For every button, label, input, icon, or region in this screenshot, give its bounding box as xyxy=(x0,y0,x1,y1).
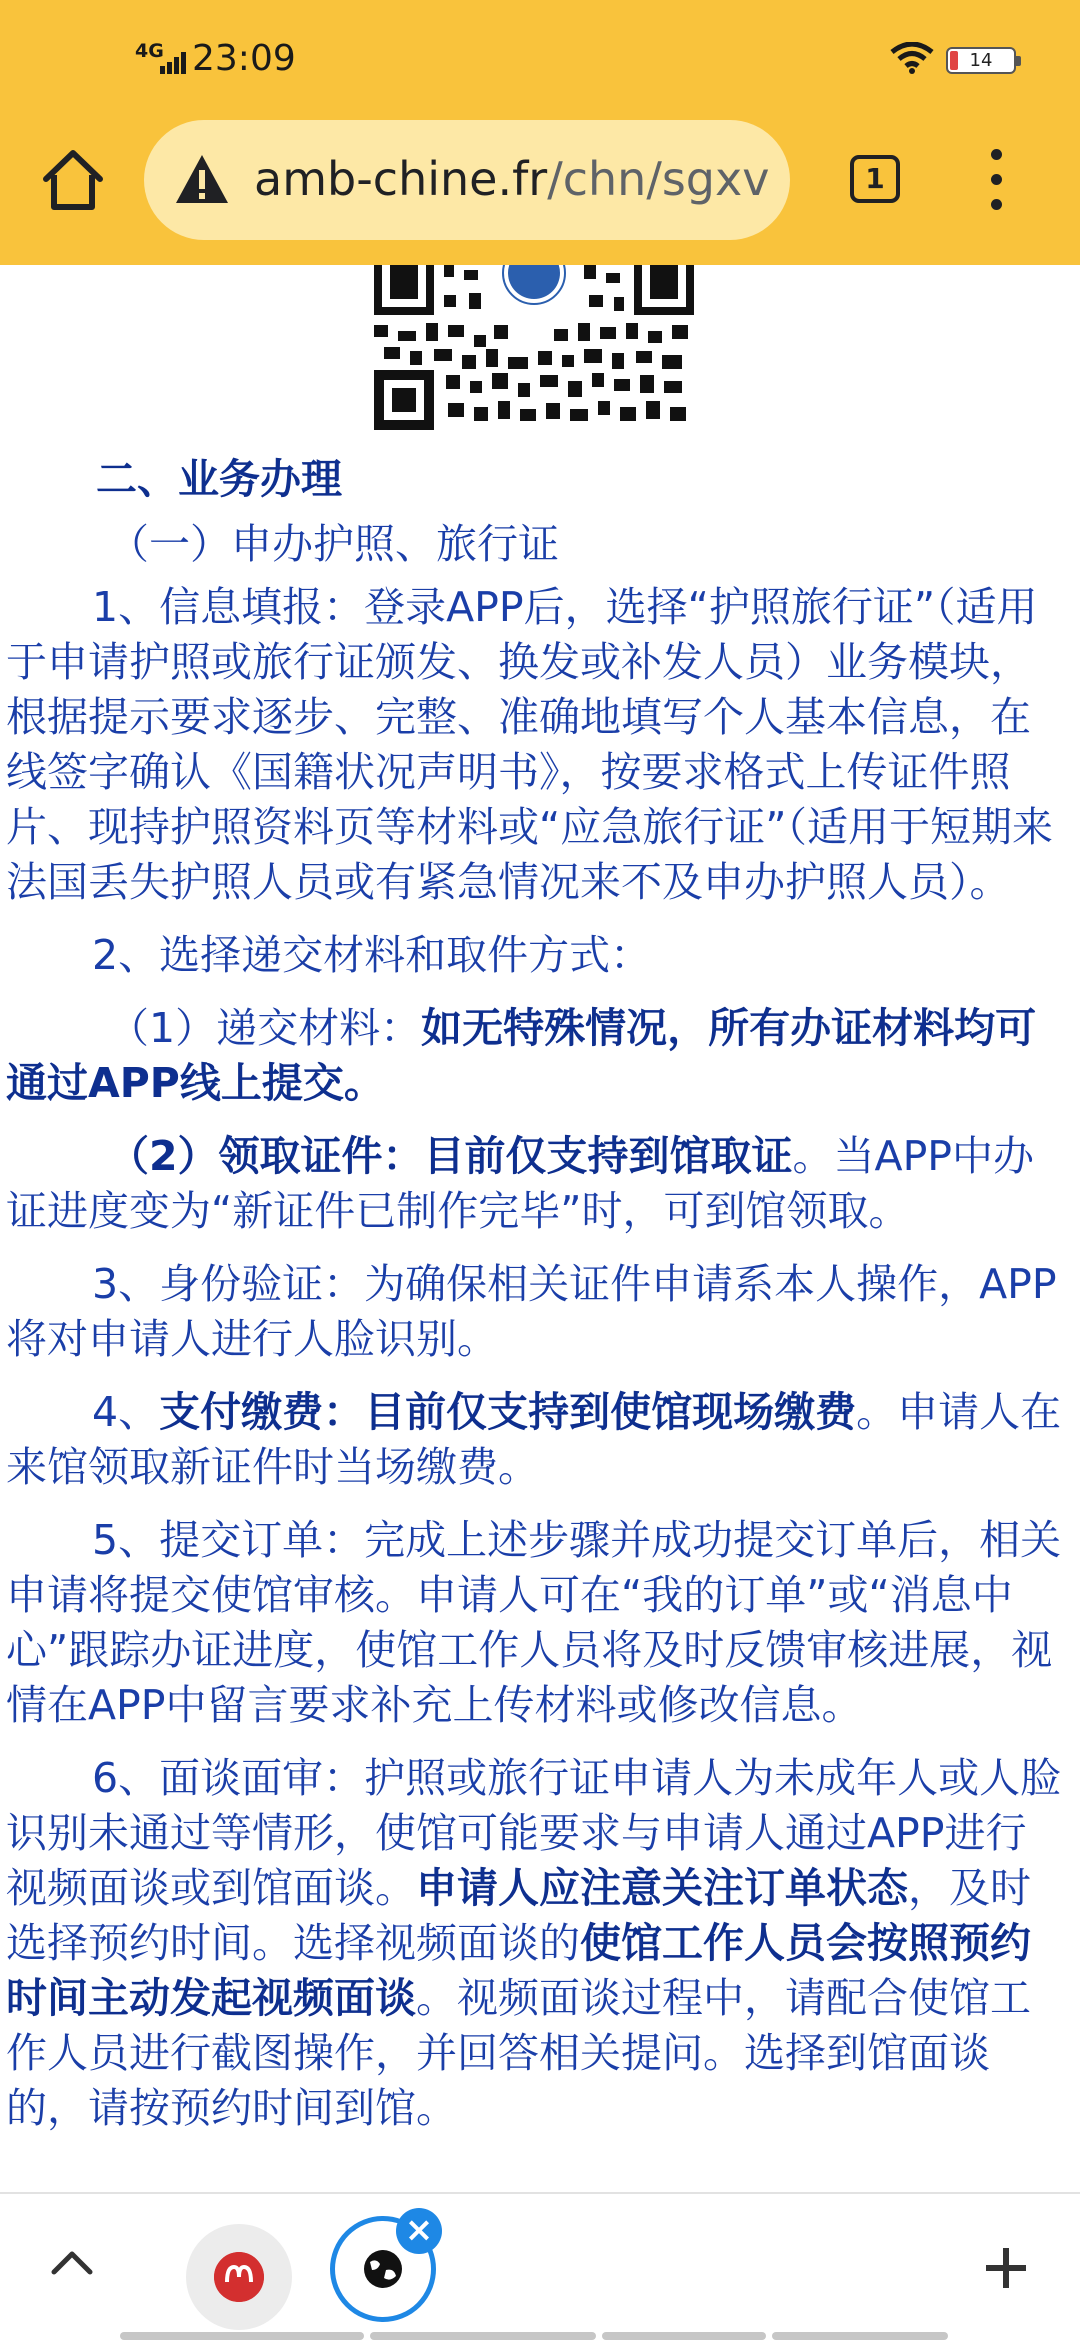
address-row xyxy=(0,115,1080,245)
qr-code-image xyxy=(374,265,694,430)
browser-toolbar xyxy=(0,0,1080,265)
chevron-up-icon[interactable] xyxy=(50,2246,94,2276)
wifi-icon xyxy=(890,42,934,74)
address-bar[interactable] xyxy=(144,120,790,240)
paragraph-submission-method: 2、选择递交材料和取件方式： xyxy=(92,931,652,979)
network-type: 4G xyxy=(135,40,164,62)
tab-thumbnail-lululemon[interactable] xyxy=(186,2224,292,2330)
signal-icon xyxy=(160,52,188,74)
battery-icon xyxy=(946,47,1016,74)
paragraph-collect-documents: （2）领取证件：目前仅支持到馆取证。当APP中办证进度变为“新证件已制作完毕”时，可到馆领取。 xyxy=(6,1132,1035,1235)
lululemon-logo-icon xyxy=(214,2252,264,2302)
battery-level xyxy=(950,51,958,70)
tab-switcher-button[interactable]: 1 xyxy=(850,155,900,203)
url-path: /chn/sgxv xyxy=(547,152,770,206)
paragraph-payment: 4、支付缴费：目前仅支持到使馆现场缴费。申请人在来馆领取新证件时当场缴费。 xyxy=(6,1388,1062,1491)
section-heading: 二、业务办理 xyxy=(96,455,342,503)
bottom-tab-bar xyxy=(0,2192,1080,2342)
home-icon[interactable] xyxy=(38,147,108,213)
paragraph-interview: 6、面谈面审：护照或旅行证申请人为未成年人或人脸识别未通过等情形，使馆可能要求与申请人通过APP进行视频面谈或到馆面谈。申请人应注意关注订单状态，及时选择预约时间。选择视频面谈的使馆工作人员会按照预约时间主动发起视频面谈。视频面谈过程中，请配合使馆工作人员进行截图操作，并回答相关提问。选择到馆面谈的，请按预约时间到馆。 xyxy=(6,1754,1062,2132)
close-tab-icon[interactable]: × xyxy=(396,2208,442,2254)
status-time: 23:09 xyxy=(192,38,296,79)
warning-icon[interactable] xyxy=(174,153,230,205)
globe-icon xyxy=(362,2248,404,2290)
paragraph-submit-materials: （1）递交材料：如无特殊情况，所有办证材料均可通过APP线上提交。 xyxy=(6,1004,1037,1107)
battery-percent: 14 xyxy=(969,50,993,71)
url-domain: amb-chine.fr xyxy=(254,152,548,206)
sub-heading: （一）申办护照、旅行证 xyxy=(108,520,559,568)
paragraph-info-filling: 1、信息填报：登录APP后，选择“护照旅行证”（适用于申请护照或旅行证颁发、换发或补发人员）业务模块，根据提示要求逐步、完整、准确地填写个人基本信息，在线签字确认《国籍状况声明书》，按要求格式上传证件照片、现持护照资料页等材料或“应急旅行证”（适用于短期来法国丢失护照人员或有紧急情况来不及申办护照人员）。 xyxy=(6,583,1053,906)
new-tab-icon[interactable] xyxy=(984,2246,1028,2290)
url-text[interactable] xyxy=(254,152,769,206)
more-menu-icon[interactable] xyxy=(978,149,1014,213)
paragraph-submit-order: 5、提交订单：完成上述步骤并成功提交订单后，相关申请将提交使馆审核。申请人可在“我的订单”或“消息中心”跟踪办证进度，使馆工作人员将及时反馈审核进展，视情在APP中留言要求补充上传材料或修改信息。 xyxy=(6,1516,1062,1729)
paragraph-identity-verification: 3、身份验证：为确保相关证件申请系本人操作，APP将对申请人进行人脸识别。 xyxy=(6,1260,1057,1363)
article-content xyxy=(6,452,1066,2154)
status-bar xyxy=(0,0,1080,110)
